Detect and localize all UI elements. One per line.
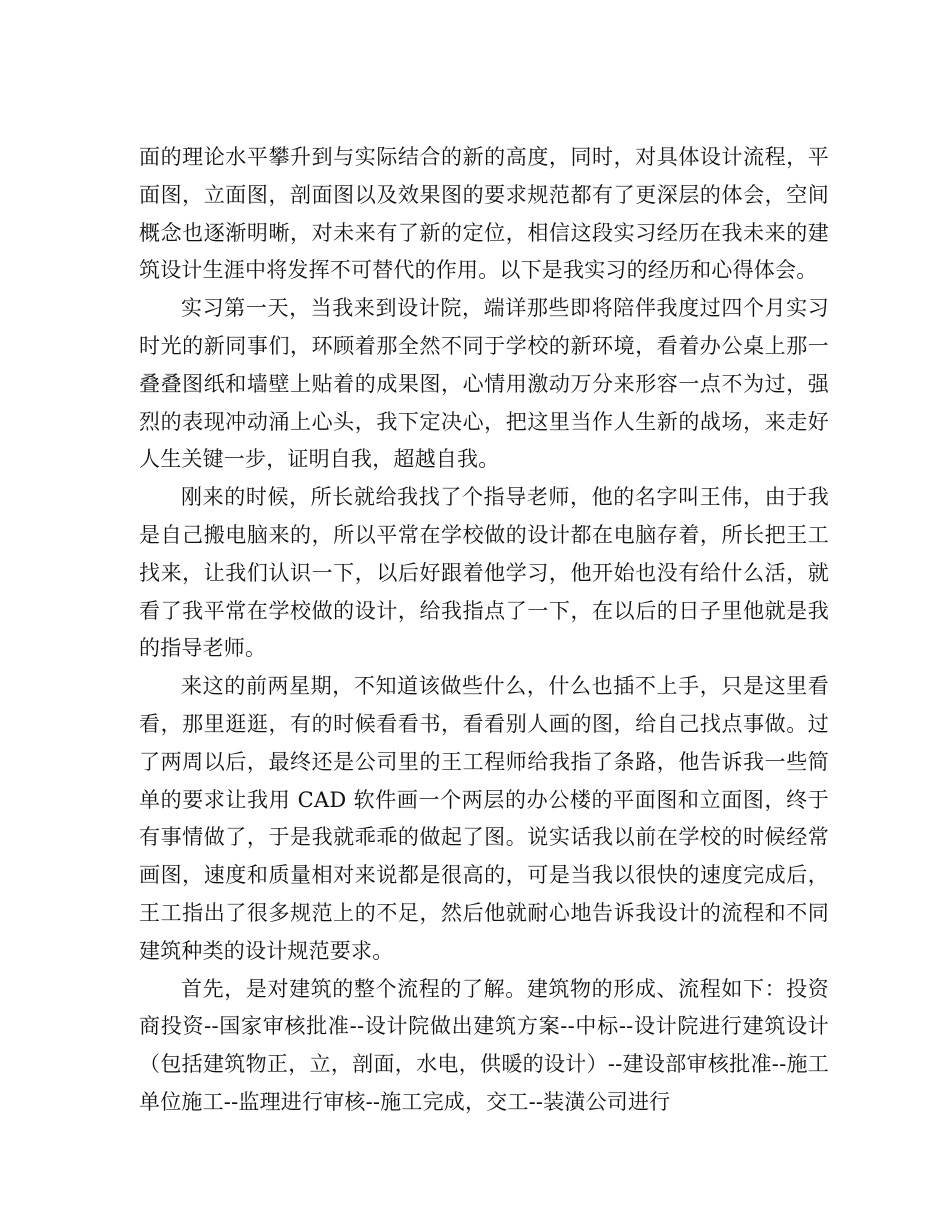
paragraph-intro-continuation: 面的理论水平攀升到与实际结合的新的高度，同时，对具体设计流程，平面图，立面图，剖面图以及效果图的要求规范都有了更深层的体会，空间概念也逐渐明晰，对未来有了新的定位，相信这段实习经历在我未来的建筑设计生涯中将发挥不可替代的作用。以下是我实习的经历和心得体会。 (139, 145, 829, 283)
document-body (139, 139, 829, 1122)
paragraph-mentor: 刚来的时候，所长就给我找了个指导老师，他的名字叫王伟，由于我是自己搬电脑来的，所以平常在学校做的设计都在电脑存着，所长把王工找来，让我们认识一下，以后好跟着他学习，他开始也没有给什么活，就看了我平常在学校做的设计，给我指点了一下，在以后的日子里他就是我的指导老师。 (139, 485, 829, 661)
paragraph-first-weeks: 来这的前两星期，不知道该做些什么，什么也插不上手，只是这里看看，那里逛逛，有的时候看看书，看看别人画的图，给自己找点事做。过了两周以后，最终还是公司里的王工程师给我指了条路，他告诉我一些简单的要求让我用 CAD 软件画一个两层的办公楼的平面图和立面图，终于有事情做了，于是我就乖乖的做起了图。说实话我以前在学校的时候经常画图，速度和质量相对来说都是很高的，可是当我以很快的速度完成后，王工指出了很多规范上的不足，然后他就耐心地告诉我设计的流程和不同建筑种类的设计规范要求。 (139, 674, 829, 963)
paragraph-first-day: 实习第一天，当我来到设计院，端详那些即将陪伴我度过四个月实习时光的新同事们，环顾着那全然不同于学校的新环境，看着办公桌上那一叠叠图纸和墙壁上贴着的成果图，心情用激动万分来形容一点不为过，强烈的表现冲动涌上心头，我下定决心，把这里当作人生新的战场，来走好人生关键一步，证明自我，超越自我。 (139, 296, 829, 472)
paragraph-building-process: 首先，是对建筑的整个流程的了解。建筑物的形成、流程如下：投资商投资--国家审核批准--设计院做出建筑方案--中标--设计院进行建筑设计（包括建筑物正，立，剖面，水电，供暖的设计）--建设部审核批准--施工单位施工--监理进行审核--施工完成，交工--装潢公司进行 (139, 976, 829, 1114)
